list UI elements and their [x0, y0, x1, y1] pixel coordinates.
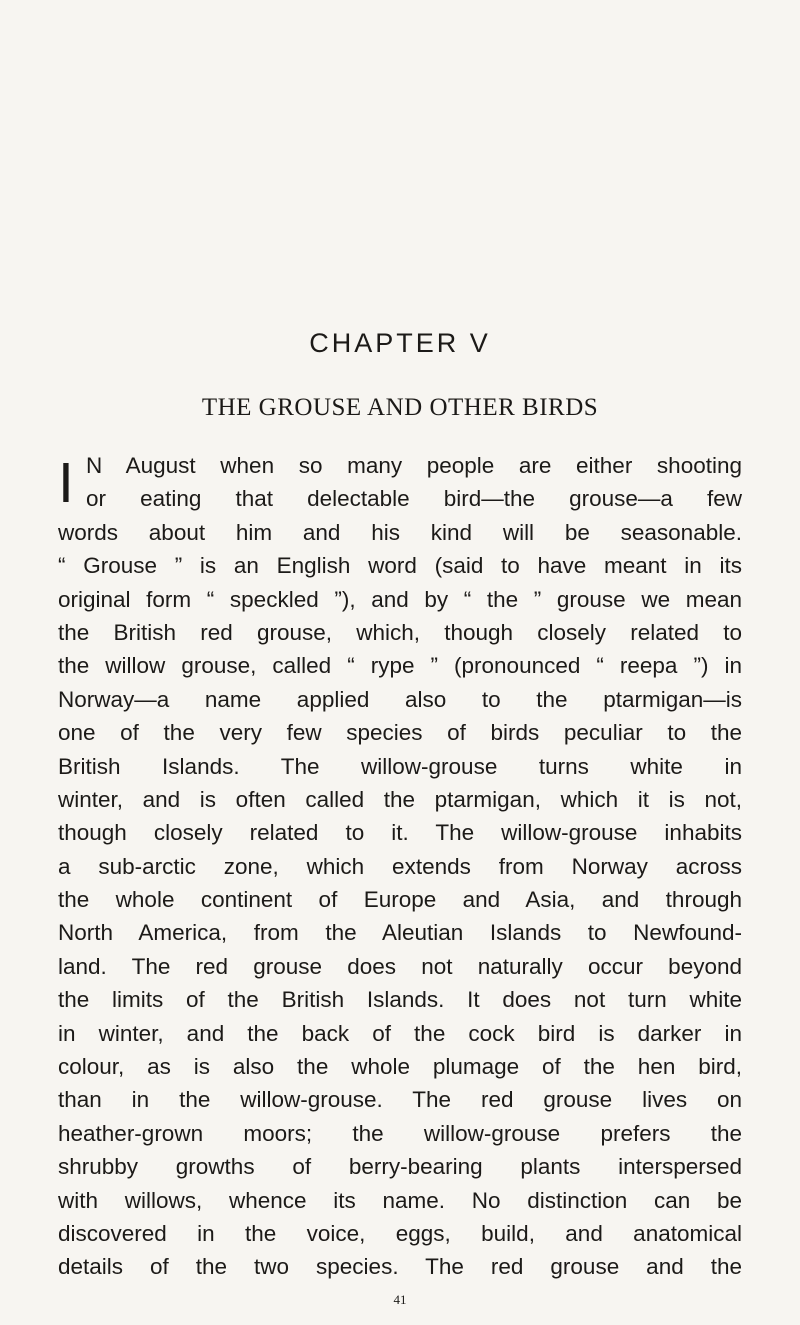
text-line: the willow grouse, called “ rype ” (pronounced “ reepa ”) in: [58, 653, 742, 679]
chapter-title: THE GROUSE AND OTHER BIRDS: [201, 394, 599, 421]
text-line: N August when so many people are either shooting: [86, 453, 742, 478]
text-line: Norway—a name applied also to the ptarmigan—is: [58, 686, 742, 712]
text-line: a sub-arctic zone, which extends from Norway across: [58, 853, 742, 879]
text-line: North America, from the Aleutian Islands to Newfound-: [58, 920, 742, 946]
text-line: original form “ speckled ”), and by “ the ” grouse we mean: [58, 586, 742, 612]
text-line: in winter, and the back of the cock bird is darker in: [58, 1020, 742, 1046]
text-line: or eating that delectable bird—the grouse—a few: [86, 486, 742, 512]
chapter-heading: CHAPTER V: [309, 328, 491, 358]
text-line: details of the two species. The red grouse and the: [58, 1254, 742, 1280]
text-line: the limits of the British Islands. It does not turn white: [58, 987, 742, 1013]
text-line: the British red grouse, which, though closely related to: [58, 619, 742, 645]
text-line: though closely related to it. The willow-grouse inhabits: [58, 820, 742, 846]
text-line: than in the willow-grouse. The red grouse lives on: [58, 1087, 742, 1113]
body-paragraph: [58, 449, 742, 1284]
text-line: one of the very few species of birds peculiar to the: [58, 720, 742, 746]
text-line: the whole continent of Europe and Asia, and through: [58, 887, 742, 913]
drop-cap: I: [58, 451, 74, 515]
text-line: land. The red grouse does not naturally occur beyond: [58, 953, 742, 979]
text-line: shrubby growths of berry-bearing plants interspersed: [58, 1154, 742, 1180]
text-line: British Islands. The willow-grouse turns white in: [58, 753, 742, 779]
text-line: winter, and is often called the ptarmigan, which it is not,: [58, 786, 742, 812]
text-line: heather-grown moors; the willow-grouse prefers the: [58, 1120, 742, 1146]
text-line: colour, as is also the whole plumage of the hen bird,: [58, 1054, 742, 1080]
text-line: words about him and his kind will be seasonable.: [58, 519, 742, 545]
text-line: “ Grouse ” is an English word (said to have meant in its: [58, 553, 742, 579]
text-line: with willows, whence its name. No distinction can be: [58, 1187, 742, 1213]
page-number: 41: [393, 1292, 407, 1307]
text-line: discovered in the voice, eggs, build, and anatomical: [58, 1220, 742, 1246]
